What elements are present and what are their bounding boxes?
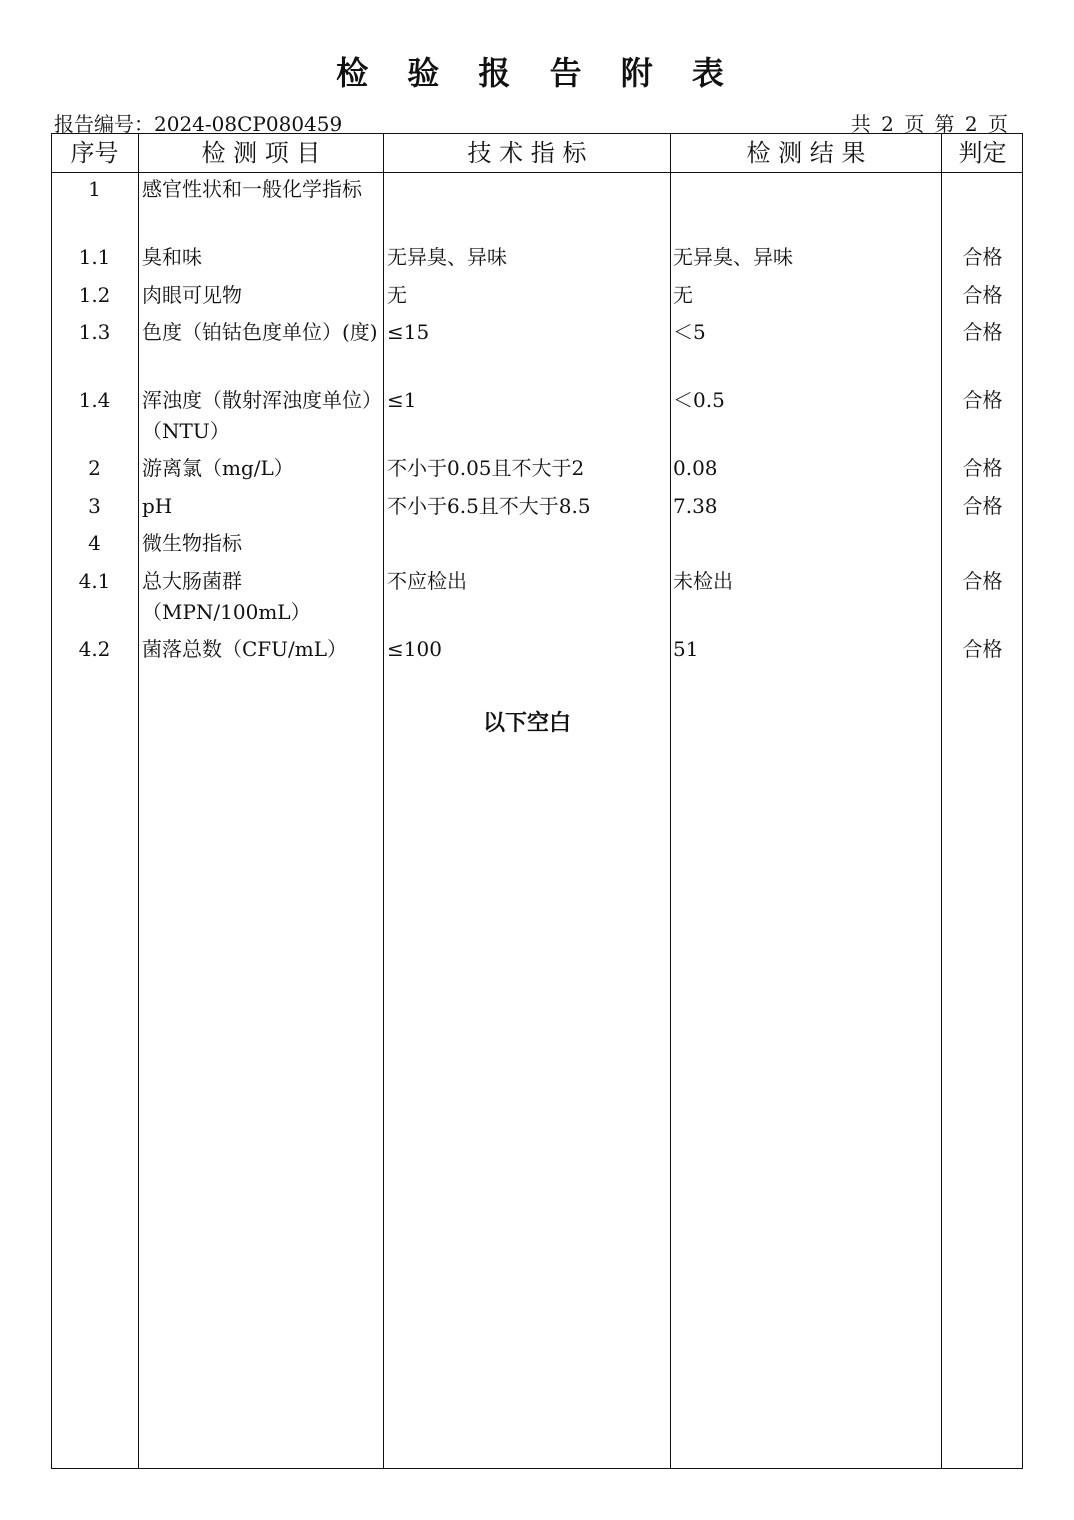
- row-result: ＜0.5: [673, 388, 725, 412]
- row-result: 51: [673, 637, 699, 661]
- row-result: 无: [673, 283, 693, 307]
- row-verdict: 合格: [962, 245, 1003, 269]
- row-no: 4: [88, 531, 101, 555]
- row-result: ＜5: [673, 320, 706, 344]
- row-verdict: 合格: [962, 569, 1003, 593]
- row-verdict: 合格: [962, 283, 1003, 307]
- row-spec: 不小于6.5且不大于8.5: [387, 494, 591, 518]
- row-spec: ≤100: [387, 637, 442, 661]
- header-verdict: 判定: [958, 139, 1007, 167]
- row-item: 浑浊度（散射浑浊度单位）（NTU）: [142, 388, 382, 443]
- row-no: 4.1: [78, 569, 111, 593]
- report-number: 报告编号：2024-08CP080459: [54, 112, 343, 136]
- row-result: 7.38: [673, 494, 718, 518]
- column-divider-2: [383, 133, 384, 1469]
- header-spec: 技 术 指 标: [467, 139, 587, 167]
- blank-note: 以下空白: [482, 711, 571, 736]
- row-verdict: 合格: [962, 320, 1003, 344]
- row-verdict: 合格: [962, 494, 1003, 518]
- row-item: 臭和味: [142, 245, 202, 269]
- row-item: 总大肠菌群（MPN/100mL）: [142, 569, 311, 624]
- row-verdict: 合格: [962, 388, 1003, 412]
- row-no: 2: [88, 456, 101, 480]
- row-item: 微生物指标: [142, 531, 242, 555]
- row-item: 肉眼可见物: [142, 283, 242, 307]
- page-title: 检 验 报 告 附 表: [336, 54, 738, 92]
- row-no: 4.2: [78, 637, 111, 661]
- row-result: 未检出: [673, 569, 733, 593]
- row-no: 1.4: [78, 388, 111, 412]
- column-divider-1: [138, 133, 139, 1469]
- row-spec: 不小于0.05且不大于2: [387, 456, 585, 480]
- header-result: 检 测 结 果: [746, 139, 866, 167]
- header-no: 序号: [70, 139, 119, 167]
- row-spec: ≤15: [387, 320, 430, 344]
- row-result: 无异臭、异味: [673, 245, 793, 269]
- header-divider: [51, 172, 1023, 173]
- row-item: 感官性状和一般化学指标: [142, 177, 362, 201]
- row-item: 菌落总数（CFU/mL）: [142, 637, 348, 661]
- row-verdict: 合格: [962, 637, 1003, 661]
- row-no: 1.1: [78, 245, 111, 269]
- row-spec: 不应检出: [387, 569, 467, 593]
- row-spec: 无: [387, 283, 407, 307]
- row-result: 0.08: [673, 456, 718, 480]
- row-no: 3: [88, 494, 101, 518]
- row-item: pH: [142, 494, 173, 518]
- header-item: 检 测 项 目: [201, 139, 321, 167]
- column-divider-3: [670, 133, 671, 1469]
- row-item: 色度（铂钴色度单位）(度): [142, 320, 378, 344]
- page-info: 共 2 页 第 2 页: [850, 112, 1008, 136]
- row-no: 1.2: [78, 283, 111, 307]
- row-no: 1.3: [78, 320, 111, 344]
- row-spec: ≤1: [387, 388, 417, 412]
- row-no: 1: [88, 177, 101, 201]
- row-item: 游离氯（mg/L）: [142, 456, 294, 480]
- row-verdict: 合格: [962, 456, 1003, 480]
- row-spec: 无异臭、异味: [387, 245, 507, 269]
